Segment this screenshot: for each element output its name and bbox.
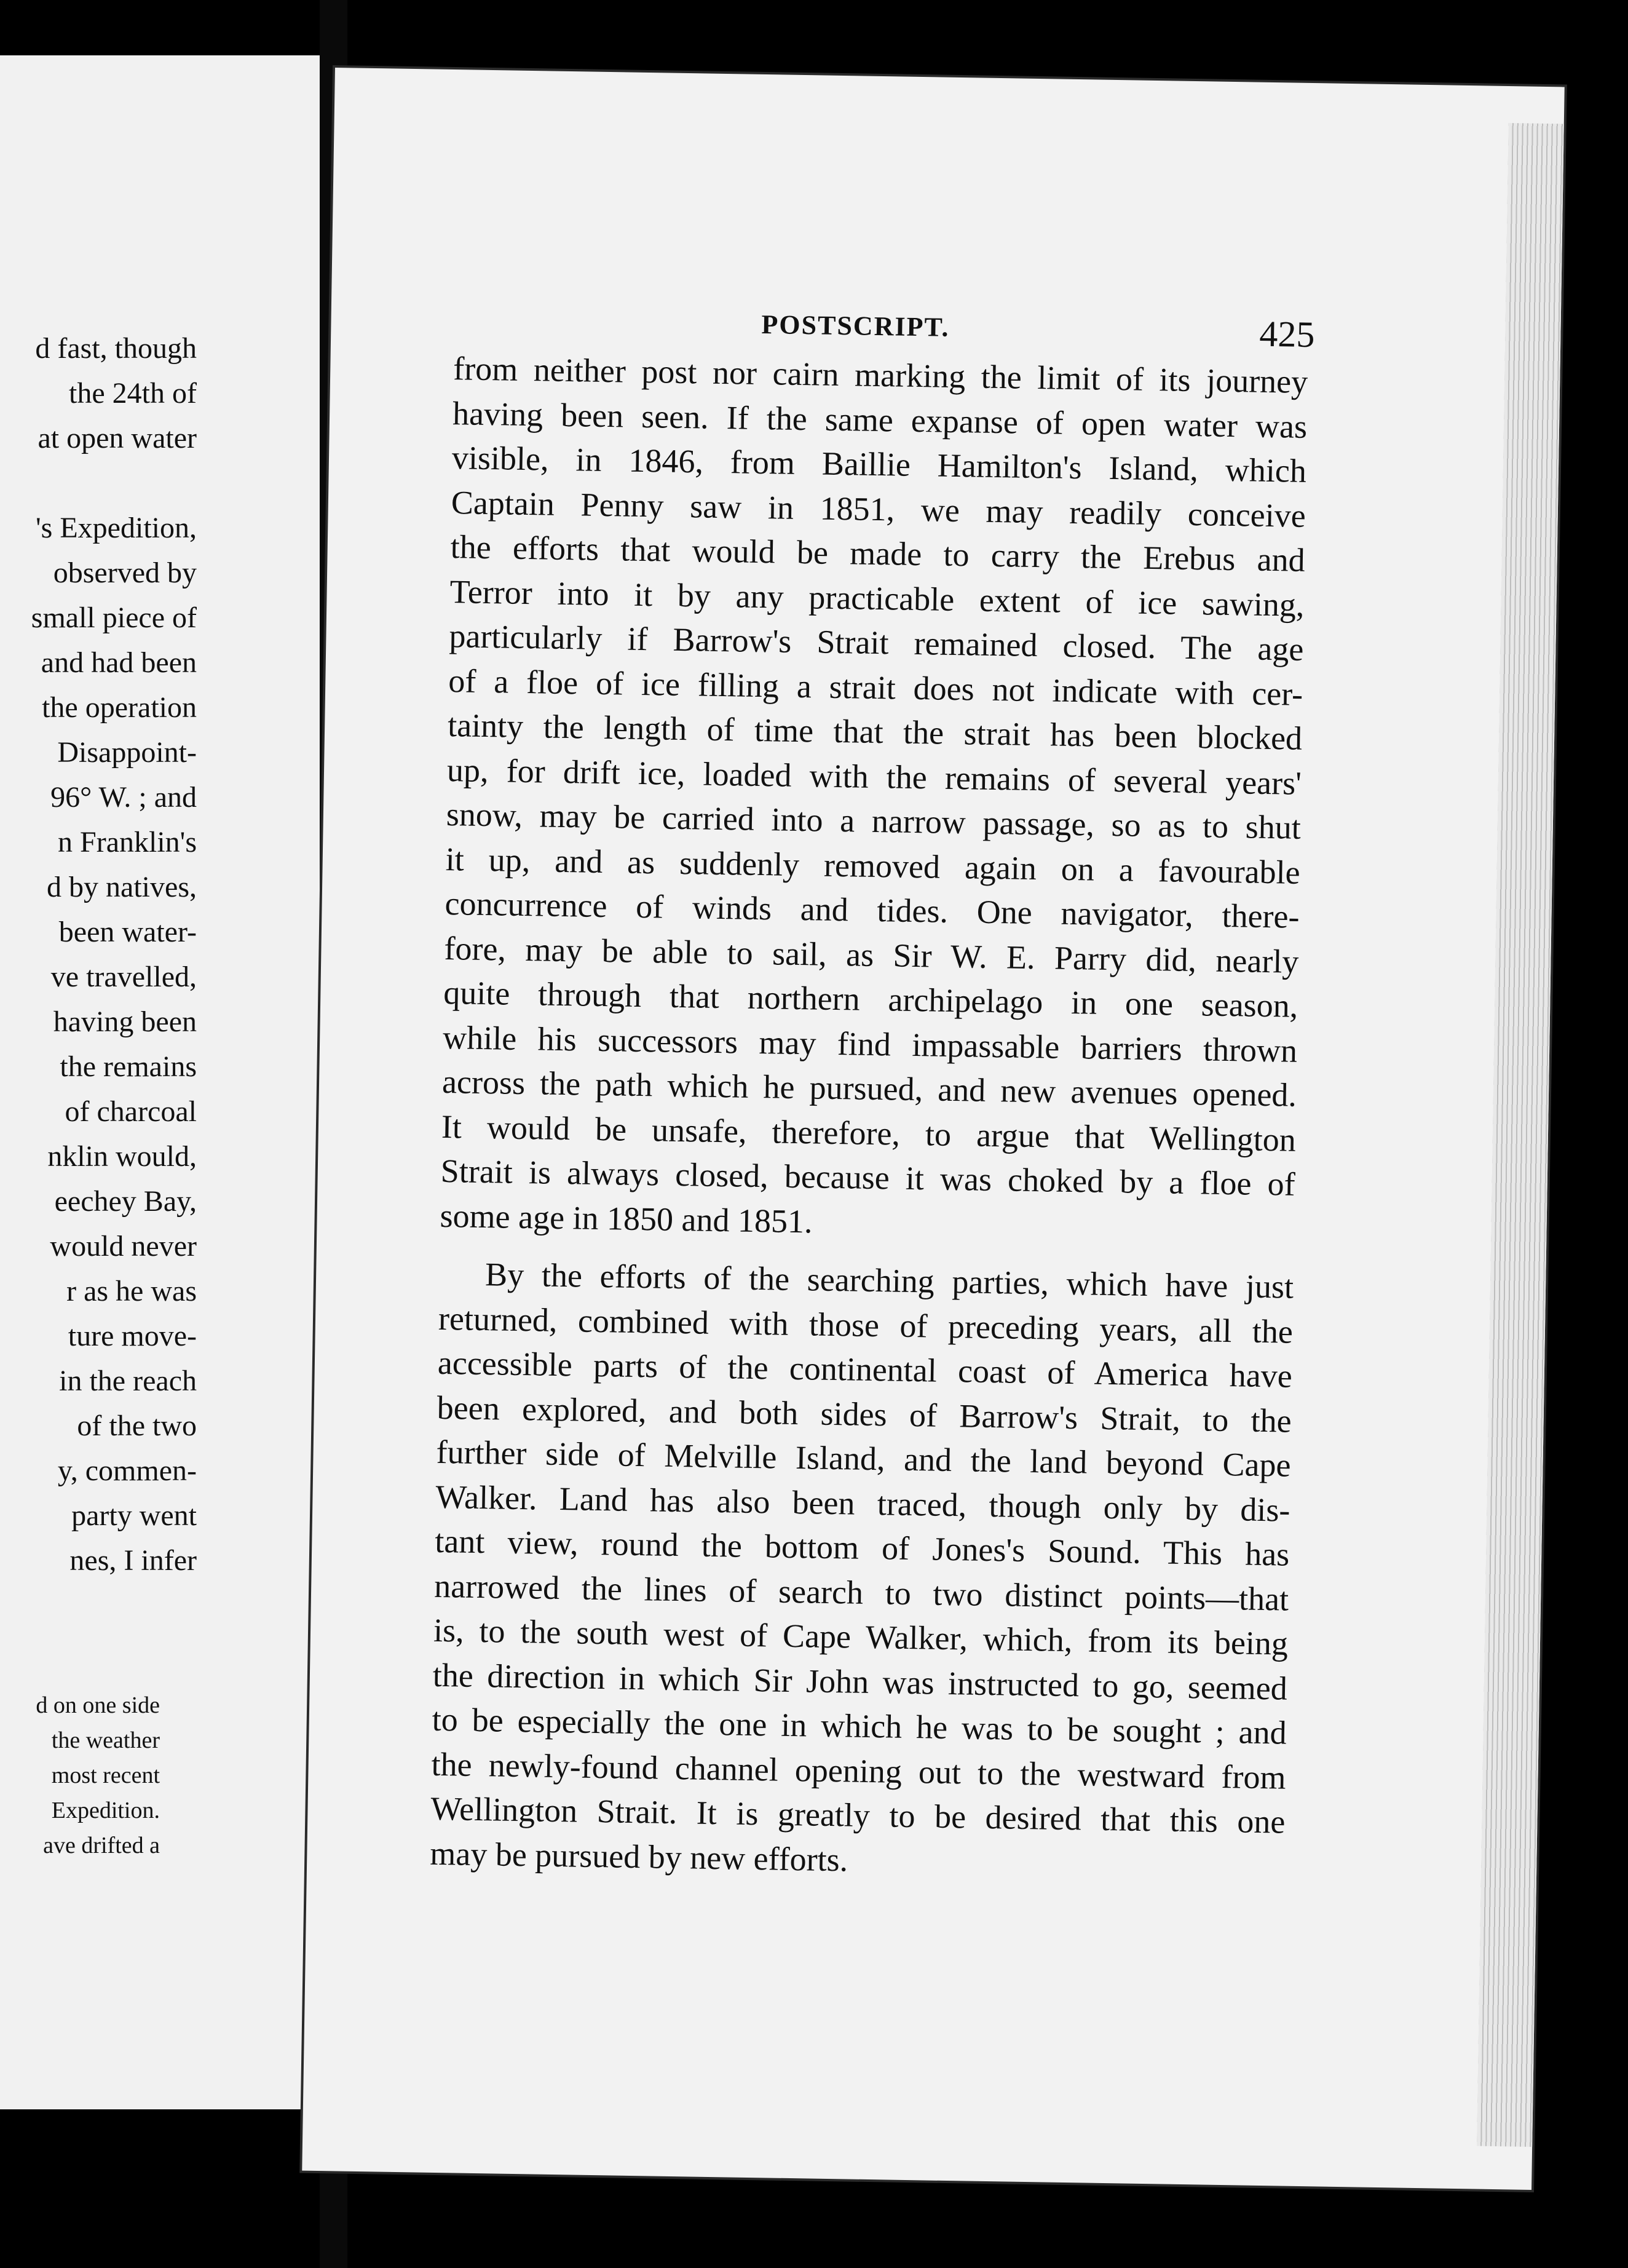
text-line: is, to the south west of Cape Walker, which, from its being: [433, 1611, 1289, 1662]
text-line: been explored, and both sides of Barrow's Strait, to the: [437, 1389, 1292, 1440]
facing-line: nklin would,: [47, 1140, 197, 1173]
paragraph-2: [430, 1251, 1294, 1889]
text-line: tainty the length of time that the strait has been blocked: [447, 707, 1303, 757]
text-line: across the path which he pursued, and new avenues opened.: [441, 1063, 1297, 1114]
text-line: Captain Penny saw in 1851, we may readily conceive: [451, 483, 1306, 534]
paragraph-1: [440, 346, 1308, 1251]
facing-page-text: [0, 326, 320, 1583]
facing-line: the 24th of: [69, 377, 197, 410]
text-line: narrowed the lines of search to two distinct points—that: [433, 1567, 1289, 1618]
footnote-line: Expedition.: [51, 1798, 160, 1823]
facing-line: and had been: [41, 646, 197, 679]
facing-line: y, commen-: [57, 1454, 197, 1487]
text-line: Wellington Strait. It is greatly to be desired that this one: [430, 1790, 1286, 1841]
footnote-line: d on one side: [36, 1692, 160, 1718]
text-line: Walker. Land has also been traced, though only by dis-: [435, 1478, 1290, 1529]
text-line: further side of Melville Island, and the land beyond Cape: [436, 1433, 1291, 1484]
text-line: having been seen. If the same expanse of open water was: [452, 394, 1308, 445]
facing-line: small piece of: [31, 601, 197, 634]
text-line: returned, combined with those of preceding years, all the: [438, 1299, 1294, 1350]
facing-page-footnotes: [0, 1688, 320, 1863]
text-line: up, for drift ice, loaded with the remains of several years': [446, 751, 1302, 802]
body-text: [430, 346, 1308, 1889]
facing-line: party went: [71, 1499, 197, 1532]
facing-line: ve travelled,: [50, 961, 197, 993]
facing-line: ture move-: [68, 1320, 197, 1352]
facing-line: of the two: [77, 1410, 197, 1442]
footnote-line: the weather: [51, 1727, 160, 1753]
book-page: [302, 68, 1564, 2190]
facing-line: r as he was: [66, 1275, 197, 1307]
text-line: fore, may be able to sail, as Sir W. E. Parry did, nearly: [444, 929, 1299, 980]
text-line: By the efforts of the searching parties, which have just: [484, 1256, 1294, 1306]
facing-line: 96° W. ; and: [50, 781, 197, 814]
page-number: 425: [1259, 313, 1315, 355]
text-line: visible, in 1846, from Baillie Hamilton's Island, which: [451, 439, 1307, 490]
footnote-line: ave drifted a: [43, 1833, 160, 1858]
facing-line: 's Expedition,: [36, 512, 197, 544]
facing-line: of charcoal: [65, 1095, 197, 1128]
text-line: it up, and as suddenly removed again on a favourable: [445, 840, 1301, 891]
text-line: the efforts that would be made to carry the Erebus and: [450, 528, 1306, 579]
facing-line: d fast, though: [35, 332, 197, 365]
facing-line: at open water: [38, 422, 197, 454]
text-line: the direction in which Sir John was instructed to go, seemed: [432, 1656, 1288, 1707]
text-line: It would be unsafe, therefore, to argue that Wellington: [441, 1108, 1297, 1159]
facing-line: would never: [50, 1230, 197, 1263]
facing-line: having been: [53, 1005, 197, 1038]
facing-line: eechey Bay,: [54, 1185, 197, 1218]
facing-page: [0, 55, 320, 2109]
text-line: some age in 1850 and 1851.: [440, 1197, 813, 1240]
running-head-title: POSTSCRIPT.: [761, 309, 950, 343]
text-line: quite through that northern archipelago in one season,: [443, 973, 1298, 1025]
footnote-line: most recent: [51, 1762, 160, 1788]
text-line: while his successors may find impassable barriers thrown: [442, 1018, 1298, 1069]
facing-line: d by natives,: [47, 871, 197, 903]
facing-line: in the reach: [59, 1365, 197, 1397]
text-line: accessible parts of the continental coast of America have: [437, 1344, 1293, 1395]
text-line: snow, may be carried into a narrow passage, so as to shut: [446, 795, 1302, 846]
text-line: Strait is always closed, because it was choked by a floe of: [440, 1152, 1296, 1203]
facing-line: Disappoint-: [57, 736, 197, 769]
text-line: to be especially the one in which he was to be sought ; and: [432, 1700, 1287, 1751]
text-line: may be pursued by new efforts.: [429, 1834, 848, 1878]
facing-line: n Franklin's: [58, 826, 197, 858]
facing-line: been water-: [58, 916, 197, 948]
facing-line: [0, 461, 320, 506]
text-line: of a floe of ice filling a strait does not indicate with cer-: [448, 662, 1303, 713]
facing-line: observed by: [53, 557, 197, 589]
text-line: from neither post nor cairn marking the limit of its journey: [452, 350, 1308, 400]
text-line: the newly-found channel opening out to the westward from: [431, 1745, 1286, 1796]
page-edge: [1477, 123, 1564, 2147]
text-line: Terror into it by any practicable extent of ice sawing,: [449, 573, 1305, 624]
text-line: concurrence of winds and tides. One navigator, there-: [445, 884, 1300, 935]
facing-line: nes, I infer: [69, 1544, 197, 1577]
text-line: particularly if Barrow's Strait remained closed. The age: [449, 617, 1304, 668]
facing-line: the remains: [60, 1050, 197, 1083]
facing-line: the operation: [42, 691, 197, 724]
text-line: tant view, round the bottom of Jones's Sound. This has: [434, 1522, 1290, 1573]
